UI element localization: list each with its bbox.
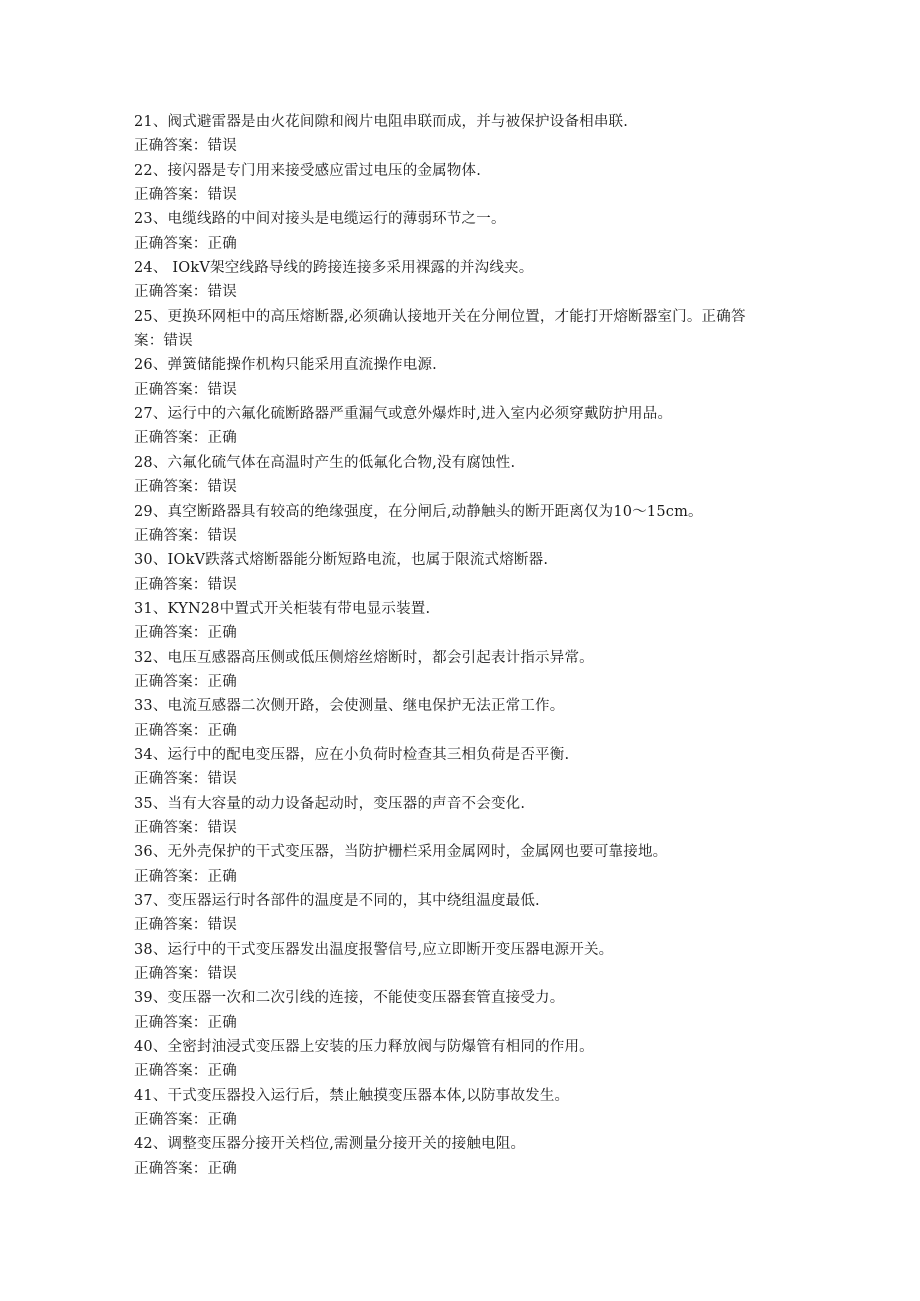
answer-28: 正确答案：错误 <box>134 479 237 496</box>
answer-39: 正确答案：正确 <box>134 1014 237 1031</box>
question-23: 23、电缆线路的中间对接头是电缆运行的薄弱环节之一。 <box>134 211 506 228</box>
answer-41: 正确答案：正确 <box>134 1112 237 1129</box>
question-25: 25、更换环网柜中的高压熔断器,必须确认接地开关在分闸位置，才能打开熔断器室门。正确答 <box>134 308 746 325</box>
question-32: 32、电压互感器高压侧或低压侧熔丝熔断时，都会引起表计指示异常。 <box>134 649 594 666</box>
question-28: 28、六氟化硫气体在高温时产生的低氟化合物,没有腐蚀性. <box>134 454 516 471</box>
answer-37: 正确答案：错误 <box>134 917 237 934</box>
answer-27: 正确答案：正确 <box>134 430 237 447</box>
question-22: 22、接闪器是专门用来接受感应雷过电压的金属物体. <box>134 162 482 179</box>
question-36: 36、无外壳保护的干式变压器，当防护栅栏采用金属网时，金属网也要可靠接地。 <box>134 844 668 861</box>
answer-33: 正确答案：正确 <box>134 722 237 739</box>
question-40: 40、全密封油浸式变压器上安装的压力释放阀与防爆管有相同的作用。 <box>134 1039 594 1056</box>
question-26: 26、弹簧储能操作机构只能采用直流操作电源. <box>134 357 437 374</box>
question-37: 37、变压器运行时各部件的温度是不同的，其中绕组温度最低. <box>134 893 540 909</box>
question-24: 24、 IOkV架空线路导线的跨接连接多采用裸露的并沟线夹。 <box>134 260 534 277</box>
answer-25: 案：错误 <box>134 333 193 350</box>
question-38: 38、运行中的干式变压器发出温度报警信号,应立即断开变压器电源开关。 <box>134 941 614 958</box>
answer-40: 正确答案：正确 <box>134 1063 237 1080</box>
question-42: 42、调整变压器分接开关档位,需测量分接开关的接触电阻。 <box>134 1136 526 1153</box>
question-21: 21、阀式避雷器是由火花间隙和阀片电阻串联而成，并与被保护设备相串联. <box>134 114 629 130</box>
answer-23: 正确答案：正确 <box>134 235 237 252</box>
answer-32: 正确答案：正确 <box>134 673 237 690</box>
answer-21: 正确答案：错误 <box>134 138 237 155</box>
question-30: 30、IOkV跌落式熔断器能分断短路电流，也属于限流式熔断器. <box>134 552 549 569</box>
question-29: 29、真空断路器具有较高的绝缘强度，在分闸后,动静触头的断开距离仅为10〜15cm。 <box>134 503 703 520</box>
answer-34: 正确答案：错误 <box>134 771 237 788</box>
answer-26: 正确答案：错误 <box>134 381 237 398</box>
question-34: 34、运行中的配电变压器，应在小负荷时检查其三相负荷是否平衡. <box>134 746 570 763</box>
answer-35: 正确答案：错误 <box>134 819 237 836</box>
document-body <box>134 110 794 1181</box>
answer-29: 正确答案：错误 <box>134 527 237 544</box>
answer-22: 正确答案：错误 <box>134 187 237 204</box>
answer-30: 正确答案：错误 <box>134 576 237 593</box>
question-35: 35、当有大容量的动力设备起动时，变压器的声音不会变化. <box>134 795 526 812</box>
answer-24: 正确答案：错误 <box>134 284 237 301</box>
answer-36: 正确答案：正确 <box>134 868 237 885</box>
question-39: 39、变压器一次和二次引线的连接，不能使变压器套管直接受力。 <box>134 990 565 1007</box>
question-33: 33、电流互感器二次侧开路，会使测量、继电保护无法正常工作。 <box>134 698 565 715</box>
answer-38: 正确答案：错误 <box>134 966 237 983</box>
answer-42: 正确答案：正确 <box>134 1160 237 1177</box>
question-31: 31、KYN28中置式开关柜装有带电显示装置. <box>134 600 431 617</box>
answer-31: 正确答案：正确 <box>134 625 237 642</box>
question-27: 27、运行中的六氟化硫断路器严重漏气或意外爆炸时,进入室内必须穿戴防护用品。 <box>134 406 673 423</box>
question-41: 41、干式变压器投入运行后，禁止触摸变压器本体,以防事故发生。 <box>134 1087 570 1104</box>
